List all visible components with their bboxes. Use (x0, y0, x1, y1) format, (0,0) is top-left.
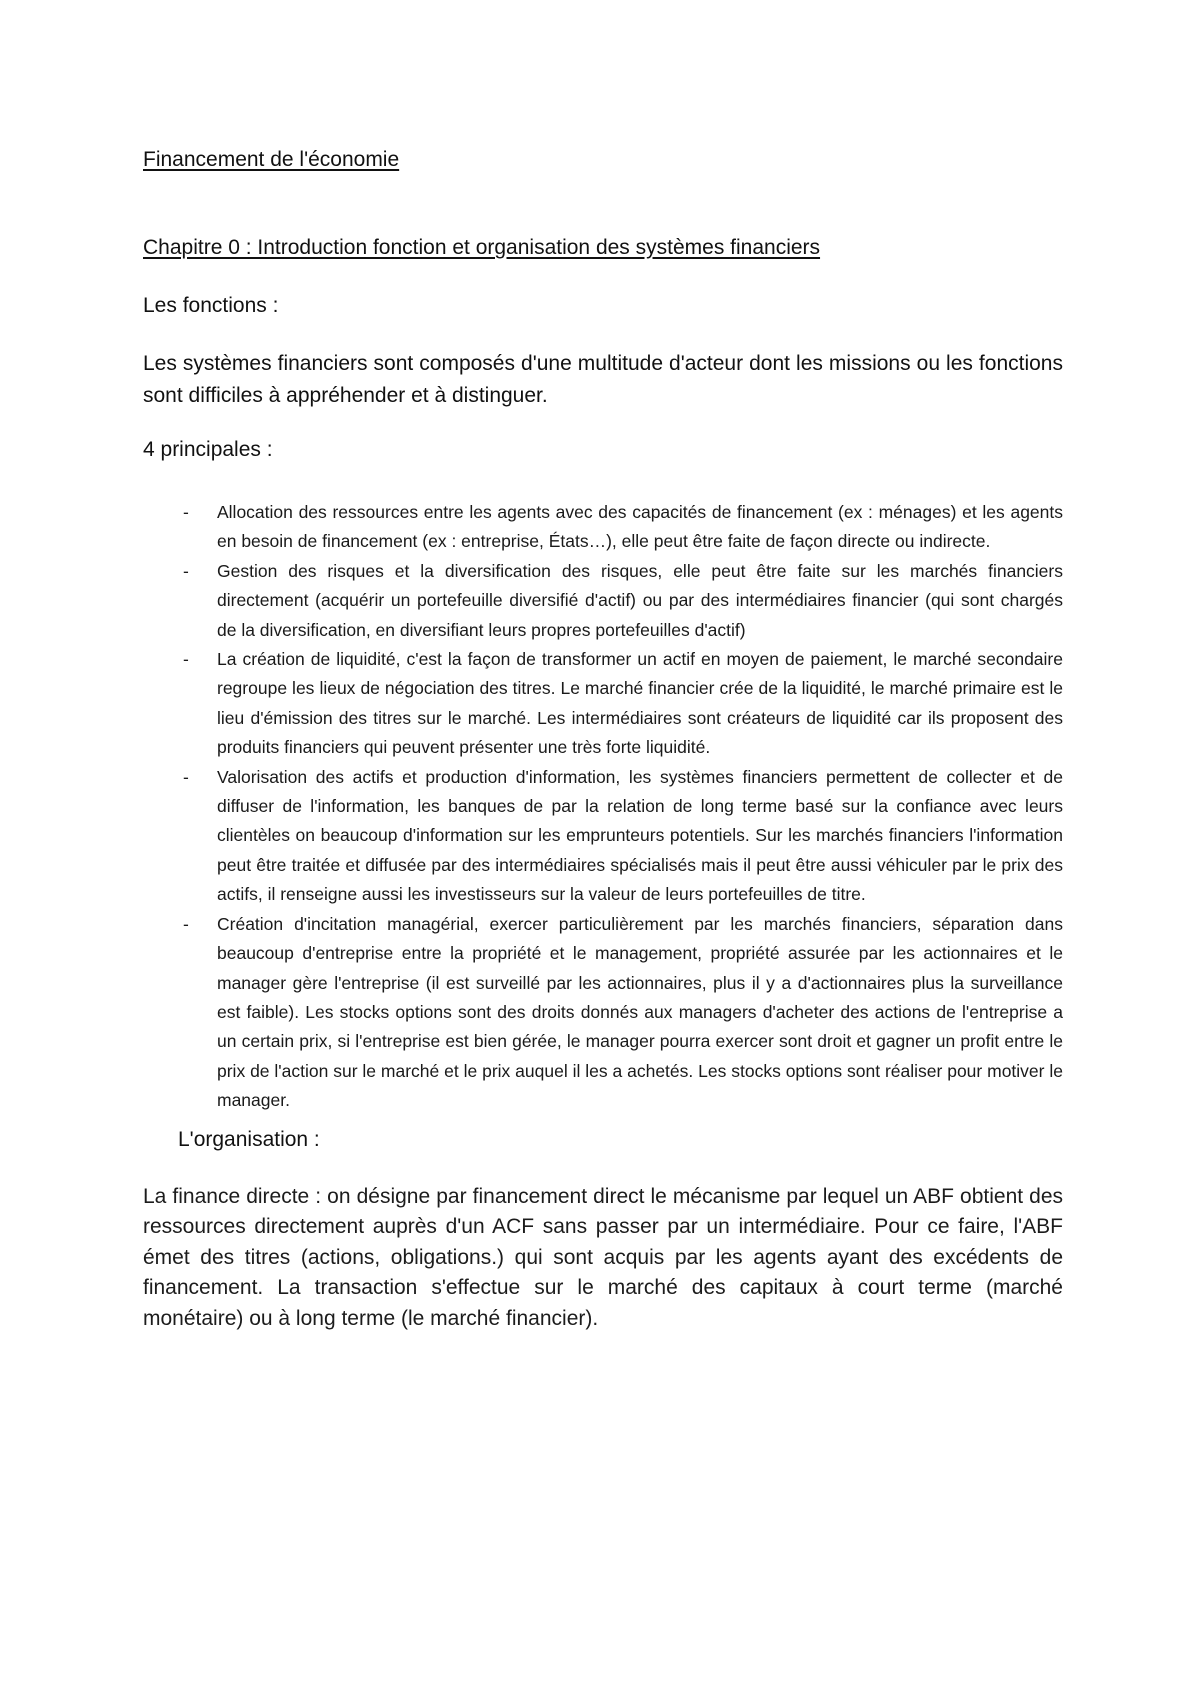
intro-paragraph: Les systèmes financiers sont composés d'une multitude d'acteur dont les missions ou les fonctions sont difficiles à appréhender et à distinguer. (143, 352, 1063, 407)
finance-directe-label: La finance directe : (143, 1184, 322, 1208)
bullet-dash: - (183, 560, 189, 581)
bullet-dash: - (183, 766, 189, 787)
bullet-dash: - (183, 913, 189, 934)
finance-directe-text: on désigne par financement direct le mécanisme par lequel un ABF obtient des ressources directement auprès d'un ACF sans passer par un intermédiaire. Pour ce faire, l'ABF émet des titres (actions, obligations.) qui sont acquis par les agents ayant des excédents de financement. La transaction s'effectue sur le marché des capitaux à court terme (marché monétaire) ou à long terme (le marché financier). (143, 1184, 1063, 1330)
list-item-text: La création de liquidité, c'est la façon de transformer un actif en moyen de paiement, le marché secondaire regroupe les lieux de négociation des titres. Le marché financier crée de la liquidité, le marché primaire est le lieu d'émission des titres sur le marché. Les intermédiaires sont créateurs de liquidité car ils proposent des produits financiers qui peuvent présenter une très forte liquidité. (217, 649, 1063, 758)
organisation-heading: L'organisation : (178, 1127, 320, 1151)
list-item-text: Valorisation des actifs et production d'information, les systèmes financiers permettent de collecter et de diffuser de l'information, les banques de par la relation de long terme basé sur la confiance avec leurs clientèles on beaucoup d'information sur les emprunteurs potentiels. Sur les marchés financiers l'information peut être traitée et diffusée par des intermédiaires spécialisés mais il peut être aussi véhiculer par le prix des actifs, il renseigne aussi les investisseurs sur la valeur de leurs portefeuilles de titre. (217, 766, 1063, 905)
bullet-dash: - (183, 502, 189, 522)
list-item (143, 645, 1063, 763)
list-item (143, 910, 1063, 1116)
list-item (143, 498, 1063, 557)
functions-heading: Les fonctions : (143, 294, 279, 317)
list-item-text: Gestion des risques et la diversification des risques, elle peut être faite sur les marchés financiers directement (acquérir un portefeuille diversifié d'actif) ou par des intermédiaires financier (qui sont chargés de la diversification, en diversifiant leurs propres portefeuilles d'actif) (217, 560, 1063, 640)
finance-directe-paragraph (143, 1182, 1063, 1335)
functions-list (143, 498, 1063, 1116)
list-item (143, 763, 1063, 910)
bullet-dash: - (183, 649, 189, 670)
list-item-text: Création d'incitation managérial, exercer particulièrement par les marchés financiers, séparation dans beaucoup d'entreprise entre la propriété et le management, propriété assurée par les actionnaires et le manager gère l'entreprise (il est surveillé par les actionnaires, plus il y a d'actionnaires plus la surveillance est faible). Les stocks options sont des droits donnés aux managers d'acheter des actions de l'entreprise a un certain prix, si l'entreprise est bien gérée, le manager pourra exercer sont droit et gagner un profit entre le prix de l'action sur le marché et le prix auquel il les a achetés. Les stocks options sont réaliser pour motiver le manager. (217, 913, 1063, 1111)
document-page (143, 146, 1063, 1334)
list-item-text: Allocation des ressources entre les agents avec des capacités de financement (ex : ménages) et les agents en besoin de financement (ex : entreprise, États…), elle peut être faite de façon directe ou indirecte. (217, 502, 1063, 552)
chapter-title: Chapitre 0 : Introduction fonction et organisation des systèmes financiers (143, 236, 821, 259)
document-title: Financement de l'économie (143, 148, 400, 171)
principales-heading: 4 principales : (143, 438, 273, 461)
list-item (143, 557, 1063, 645)
